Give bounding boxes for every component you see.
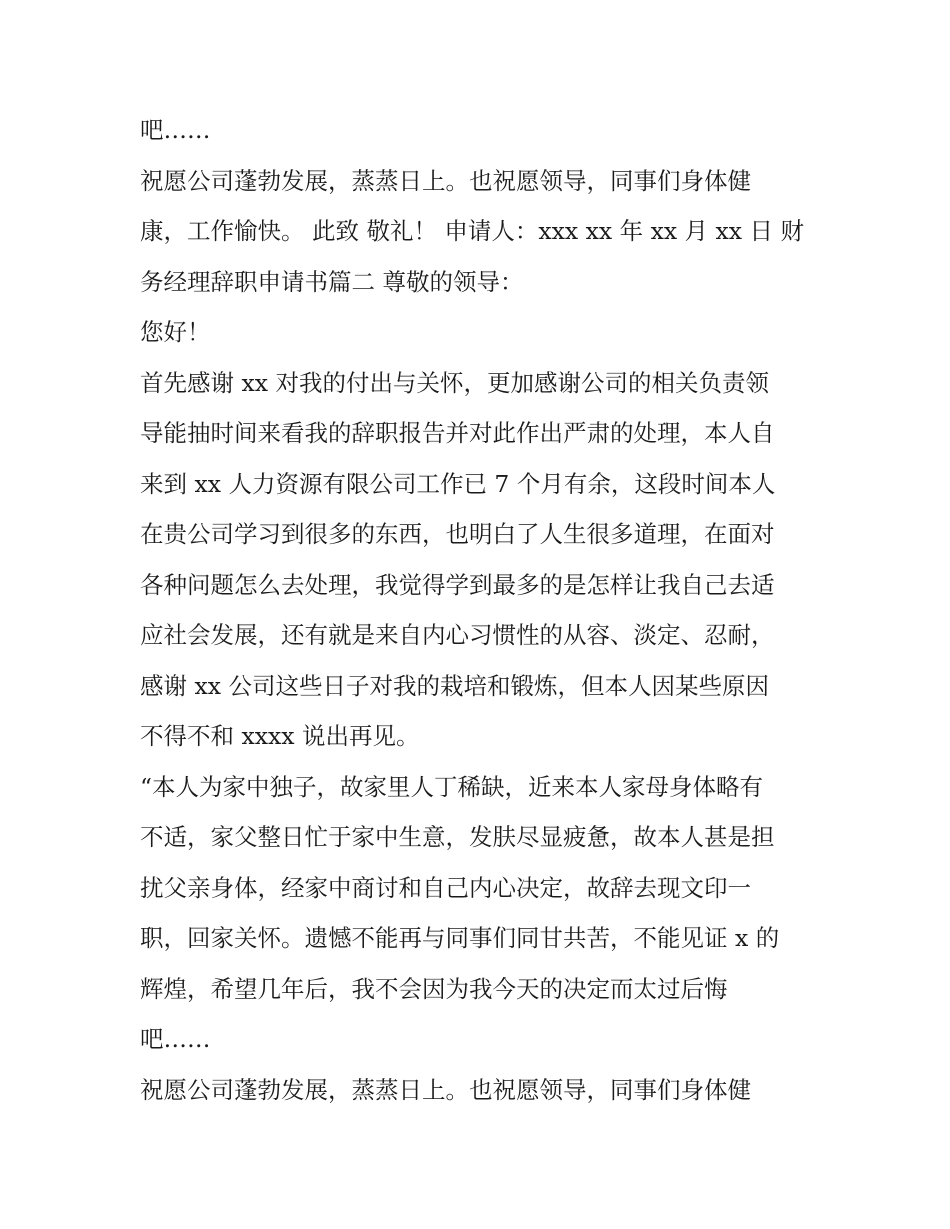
text-line: 应社会发展，还有就是来自内心习惯性的从容、淡定、忍耐， [140, 621, 775, 649]
text-line: 来到 xx 人力资源有限公司工作已 7 个月有余，这段时间本人 [140, 469, 776, 498]
text-line: “本人为家中独子，故家里人丁稀缺，近来本人家母身体略有 [140, 772, 764, 801]
text-line: 务经理辞职申请书篇二 尊敬的领导： [140, 267, 524, 296]
text-line: 祝愿公司蓬勃发展，蒸蒸日上。也祝愿领导，同事们身体健 [140, 1075, 751, 1104]
text-line: 首先感谢 xx 对我的付出与关怀，更加感谢公司的相关负责领 [140, 368, 769, 397]
document-body [140, 105, 820, 1115]
text-line: 扰父亲身体，经家中商讨和自己内心决定，故辞去现文印一 [140, 873, 751, 902]
text-line: 不得不和 xxxx 说出再见。 [140, 722, 420, 750]
text-line: 您好！ [140, 318, 211, 346]
text-line: 感谢 xx 公司这些日子对我的栽培和锻炼，但本人因某些原因 [140, 671, 769, 700]
text-line: 祝愿公司蓬勃发展，蒸蒸日上。也祝愿领导，同事们身体健 [140, 166, 751, 195]
text-line: 不适，家父整日忙于家中生意，发肤尽显疲惫，故本人甚是担 [140, 823, 775, 851]
text-line: 导能抽时间来看我的辞职报告并对此作出严肃的处理，本人自 [140, 419, 775, 447]
text-line: 吧…… [140, 1025, 211, 1053]
text-line: 康，工作愉快。 此致 敬礼！ 申请人：xxx xx 年 xx 月 xx 日 财 [140, 217, 804, 245]
text-line: 在贵公司学习到很多的东西，也明白了人生很多道理，在面对 [140, 520, 775, 548]
text-line: 各种问题怎么去处理，我觉得学到最多的是怎样让我自己去适 [140, 570, 775, 599]
text-line: 辉煌，希望几年后，我不会因为我今天的决定而太过后悔 [140, 974, 728, 1003]
text-line: 职，回家关怀。遗憾不能再与同事们同甘共苦，不能见证 x 的 [140, 924, 780, 952]
text-line: 吧…… [140, 116, 211, 144]
